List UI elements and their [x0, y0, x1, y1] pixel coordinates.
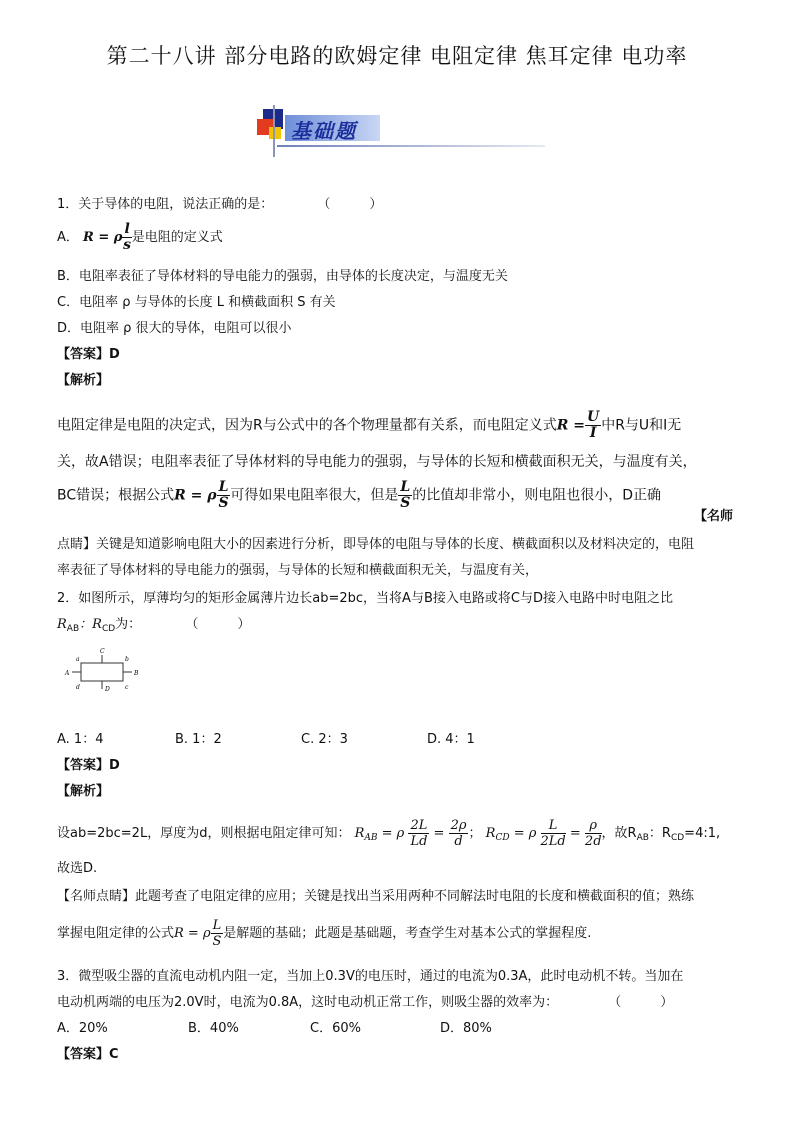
q2-fraction — [408, 818, 429, 849]
q2-ratio-text: 为： — [115, 617, 142, 632]
q2-option-a: A. 1：4 — [57, 732, 104, 747]
q2-tip-text: 掌握电阻定律的公式 — [57, 926, 175, 941]
q1-option-b: B．电阻率表征了导体材料的导电能力的强弱，由导体的长度决定，与温度无关 — [57, 269, 508, 284]
q1-stem — [57, 196, 382, 214]
q2-formula-symbol: R — [354, 826, 365, 841]
fraction-numerator: L — [541, 818, 566, 834]
q2-ratio-symbol: R — [57, 617, 67, 632]
q1-tip-line1: 点睛】关键是知道影响电阻大小的因素进行分析，即导体的电阻与导体的长度、横截面积以及材料决定的，电阻 — [57, 537, 695, 552]
q2-option-c: C. 2：3 — [301, 732, 348, 747]
q1-option-d: D．电阻率 ρ 很大的导体，电阻可以很小 — [57, 321, 292, 336]
q3-line1: 3．微型吸尘器的直流电动机内阻一定，当加上0.3V的电压时，通过的电流为0.3A，此时电动机不转。当加在 — [57, 969, 684, 984]
fig-label-a: a — [76, 656, 80, 663]
fraction-numerator: l — [124, 221, 130, 237]
q3-line2-text: 电动机两端的电压为2.0V时，电流为0.8A，这时电动机正常工作，则吸尘器的效率为： — [57, 995, 559, 1010]
q2-explanation-subscript: CD — [670, 833, 685, 843]
q3-option-a: A．20% — [57, 1021, 108, 1036]
fraction-denominator: 2Ld — [540, 834, 566, 849]
q1-explanation-line2: 关，故A错误；电阻率表征了导体材料的导电能力的强弱，与导体的长短和横截面积无关，与温度有关， — [57, 454, 697, 470]
fraction-denominator: Ld — [410, 834, 428, 849]
q1-explanation-text: 的比值却非常小，则电阻也很小，D正确 — [412, 487, 662, 504]
q2-formula-symbol: = ρ — [381, 826, 405, 841]
q2-analysis-label: 【解析】 — [57, 784, 110, 799]
fraction-numerator: U — [586, 409, 600, 425]
fraction-numerator: 2ρ — [450, 818, 467, 833]
q1-explanation-text: 电阻定律是电阻的决定式，因为R与公式中的各个物理量都有关系，而电阻定义式 — [57, 417, 557, 434]
fraction-numerator: ρ — [585, 818, 602, 834]
q2-explanation-subscript: AB — [636, 833, 649, 843]
q1-answer: 【答案】D — [57, 347, 120, 362]
fraction-denominator: d — [454, 834, 463, 849]
q2-tip-fraction — [211, 918, 224, 949]
fraction-denominator: s — [123, 237, 132, 253]
q3-answer-blank: （ ） — [608, 995, 674, 1010]
fig-label-c-lower: c — [125, 684, 129, 691]
banner-decoration-square-yellow — [269, 127, 281, 139]
fraction-denominator: S — [400, 495, 411, 511]
q1-stem-text: 1．关于导体的电阻，说法正确的是： — [57, 197, 274, 212]
q1-option-a — [57, 222, 223, 253]
q2-fraction — [541, 818, 566, 849]
section-banner — [255, 105, 545, 157]
fraction-denominator: I — [589, 425, 597, 441]
banner-vertical-line — [273, 105, 275, 157]
q2-explanation-text: ； — [468, 826, 482, 841]
q2-stem: 2．如图所示，厚薄均匀的矩形金属薄片边长ab=2bc，当将A与B接入电路或将C与D接入电路中时电阻之比 — [57, 591, 673, 606]
fig-label-D: D — [105, 686, 110, 693]
q1-option-a-text: 是电阻的定义式 — [131, 230, 223, 245]
q1-explanation-line3 — [57, 480, 661, 511]
q2-option-b: B. 1：2 — [175, 732, 222, 747]
q2-tip-text: 是解题的基础；此题是基础题，考查学生对基本公式的掌握程度. — [223, 926, 592, 941]
q1-explanation-text: BC错误；根据公式 — [57, 487, 175, 504]
q2-tip-line2 — [57, 918, 591, 949]
fig-label-b: b — [125, 656, 129, 663]
q1-option-a-fraction — [122, 222, 131, 253]
q2-fraction — [585, 818, 602, 849]
q2-explanation-text: =4:1, — [684, 826, 721, 841]
q1-explanation-formula: R = ρ — [174, 487, 217, 504]
q1-option-c: C．电阻率 ρ 与导体的长度 L 和横截面积 S 有关 — [57, 295, 336, 310]
fraction-numerator: L — [212, 918, 222, 933]
q2-tip-line1: 【名师点睛】此题考查了电阻定律的应用；关键是找出当采用两种不同解法时电阻的长度和横截面积的值；熟练 — [57, 889, 695, 904]
q2-formula-symbol: = — [433, 826, 445, 841]
q2-ratio-subscript: CD — [101, 624, 116, 634]
fig-label-B: B — [134, 670, 139, 677]
q1-tip-line2: 率表征了导体材料的导电能力的强弱，与导体的长短和横截面积无关，与温度有关， — [57, 563, 539, 578]
q1-tip-label: 【名师 — [694, 509, 734, 524]
q3-option-b: B．40% — [188, 1021, 239, 1036]
q3-option-d: D．80% — [440, 1021, 492, 1036]
fraction-numerator: 2L — [410, 818, 428, 833]
q3-answer: 【答案】C — [57, 1047, 119, 1062]
q1-answer-blank: （ ） — [317, 197, 383, 212]
q1-explanation-text: 可得如果电阻率很大，但是 — [230, 487, 399, 504]
q1-explanation-text: 中R与U和I无 — [601, 417, 682, 434]
banner-text: 基础题 — [291, 119, 357, 143]
q2-rectangle-figure — [62, 645, 142, 693]
q1-explanation-fraction — [585, 410, 601, 441]
q2-answer-blank: （ ） — [185, 617, 251, 632]
q1-analysis-label: 【解析】 — [57, 373, 110, 388]
q2-formula-symbol: = — [569, 826, 581, 841]
q3-option-c: C．60% — [310, 1021, 361, 1036]
q2-explanation-text: 设ab=2bc=2L，厚度为d，则根据电阻定律可知： — [57, 826, 351, 841]
fig-label-C: C — [100, 648, 105, 655]
q1-option-a-label: A． — [57, 230, 79, 245]
q1-explanation-formula: R = — [556, 417, 585, 434]
q2-explanation-text: ，故R — [601, 826, 637, 841]
q3-line2 — [57, 994, 673, 1012]
fig-label-d-lower: d — [76, 684, 80, 691]
fraction-numerator: L — [400, 479, 411, 495]
q2-explanation-text: ：R — [648, 826, 671, 841]
q2-ratio-symbol: ：R — [79, 617, 102, 632]
q2-formula-subscript: AB — [364, 833, 378, 843]
q2-formula-subscript: CD — [495, 833, 510, 843]
q1-explanation-fraction — [217, 480, 231, 511]
metal-plate-rect — [81, 663, 123, 681]
q2-option-d: D. 4：1 — [427, 732, 475, 747]
fig-label-A: A — [65, 670, 70, 677]
q2-answer: 【答案】D — [57, 758, 120, 773]
fraction-denominator: S — [218, 495, 229, 511]
q2-formula-symbol: = ρ — [513, 826, 537, 841]
q1-explanation-fraction — [398, 480, 412, 511]
banner-rule-line — [277, 145, 545, 147]
fraction-numerator: L — [218, 479, 229, 495]
q2-explanation-line1 — [57, 818, 720, 849]
q2-fraction — [449, 818, 469, 849]
q1-explanation-line1 — [57, 410, 681, 441]
q2-conclusion: 故选D. — [57, 861, 98, 876]
q2-formula-symbol: R — [485, 826, 496, 841]
q1-option-a-formula: R = ρ — [83, 230, 123, 245]
q2-tip-formula: R = ρ — [174, 926, 211, 941]
q2-stem-ratio — [57, 616, 250, 638]
fraction-denominator: S — [212, 934, 222, 949]
fraction-denominator: 2d — [584, 834, 602, 849]
q2-ratio-subscript: AB — [66, 624, 80, 634]
page-title: 第二十八讲 部分电路的欧姆定律 电阻定律 焦耳定律 电功率 — [106, 44, 688, 68]
